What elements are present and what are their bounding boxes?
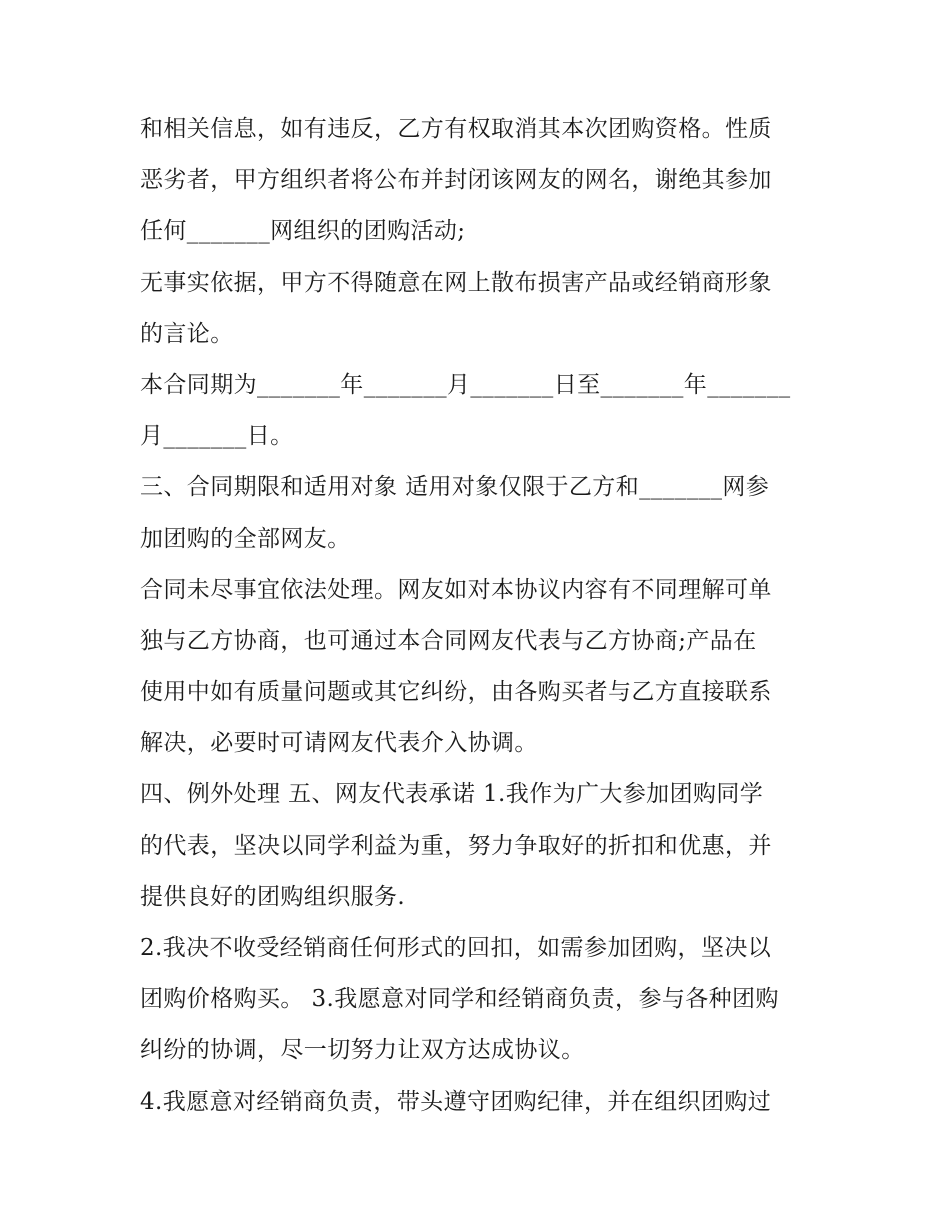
text-line: 2.我决不收受经销商任何形式的回扣，如需参加团购，坚决以 bbox=[140, 935, 772, 961]
text-line: 的代表，坚决以同学利益为重，努力争取好的折扣和优惠，并 bbox=[140, 832, 772, 859]
document-body bbox=[140, 104, 812, 1128]
text-line: 提供良好的团购组织服务. bbox=[140, 883, 406, 910]
text-line: 解决，必要时可请网友代表介入协调。 bbox=[140, 730, 538, 757]
text-line: 加团购的全部网友。 bbox=[140, 525, 351, 552]
text-line: 团购价格购买。 3.我愿意对同学和经销商负责，参与各种团购 bbox=[140, 986, 779, 1013]
text-line: 合同未尽事宜依法处理。网友如对本协议内容有不同理解可单 bbox=[140, 576, 772, 603]
text-line: 独与乙方协商，也可通过本合同网友代表与乙方协商;产品在 bbox=[140, 627, 757, 654]
text-line: 和相关信息，如有违反，乙方有权取消其本次团购资格。性质 bbox=[140, 116, 772, 142]
text-line: 本合同期为_______年_______月_______日至_______年_______ bbox=[140, 371, 791, 398]
text-line: 恶劣者，甲方组织者将公布并封闭该网友的网名，谢绝其参加 bbox=[140, 167, 772, 194]
text-line: 无事实依据，甲方不得随意在网上散布损害产品或经销商形象 bbox=[140, 269, 772, 296]
text-line: 月_______日。 bbox=[140, 423, 294, 450]
text-line: 三、合同期限和适用对象 适用对象仅限于乙方和_______网参 bbox=[140, 474, 770, 501]
text-line: 任何_______网组织的团购活动; bbox=[140, 218, 466, 245]
text-line: 使用中如有质量问题或其它纠纷，由各购买者与乙方直接联系 bbox=[140, 679, 772, 706]
text-line: 四、例外处理 五、网友代表承诺 1.我作为广大参加团购同学 bbox=[140, 781, 764, 808]
text-line: 的言论。 bbox=[140, 320, 234, 347]
text-line: 纠纷的协调，尽一切努力让双方达成协议。 bbox=[140, 1037, 585, 1064]
text-line: 4.我愿意对经销商负责，带头遵守团购纪律，并在组织团购过 bbox=[140, 1088, 772, 1115]
